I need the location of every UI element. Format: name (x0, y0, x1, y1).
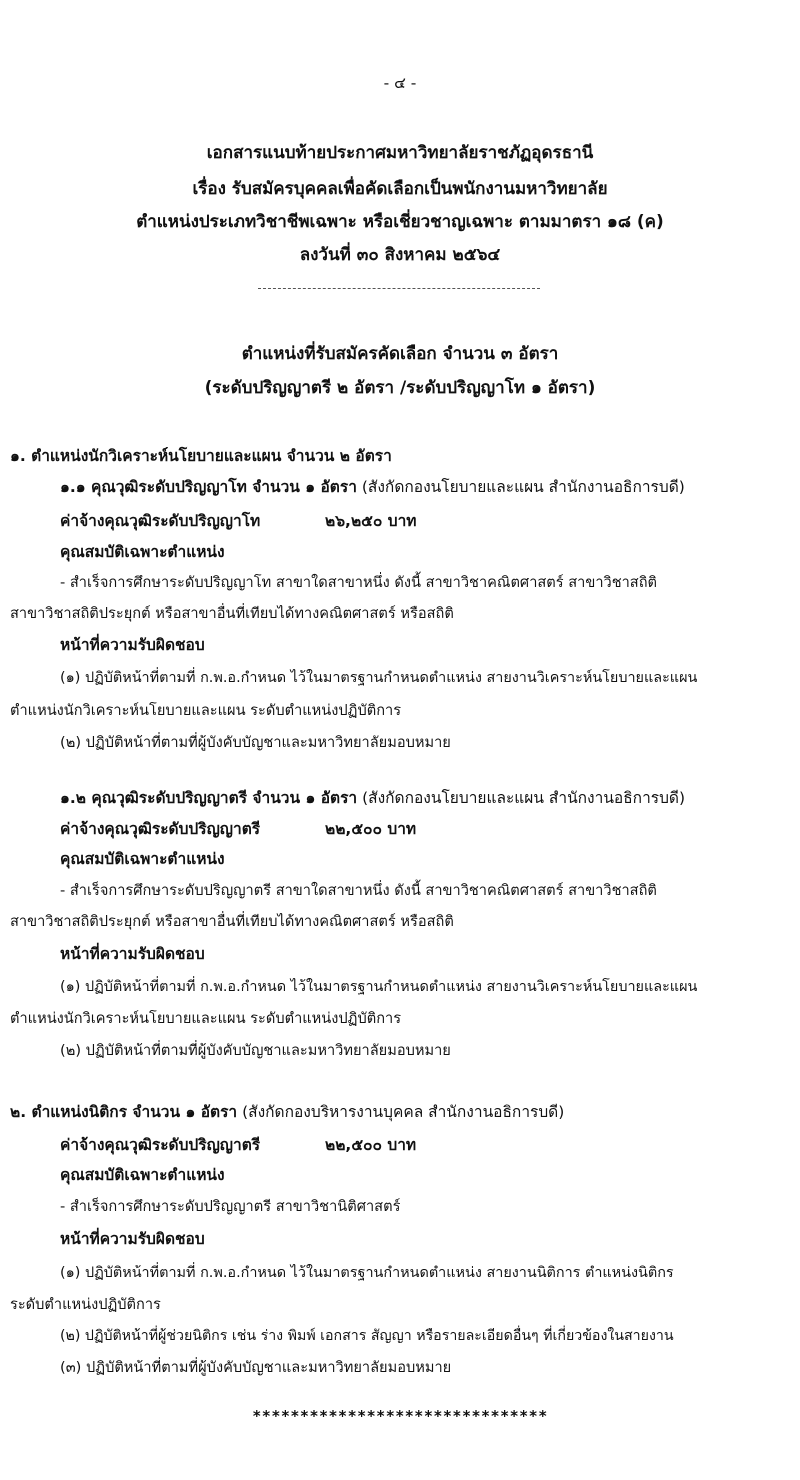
section-1-1-duty-2: (๒) ปฏิบัติหน้าที่ตามที่ผู้บังคับบัญชาและมหาวิทยาลัยมอบหมาย (60, 734, 451, 751)
section-1-2-qual-line-1: - สำเร็จการศึกษาระดับปริญญาตรี สาขาใดสาขาหนึ่ง ดังนี้ สาขาวิชาคณิตศาสตร์ สาขาวิชาสถิติ (60, 882, 657, 899)
page-number: - ๔ - (383, 74, 417, 92)
footer-asterisks: ******************************* (252, 1407, 548, 1425)
section-1-2-duty-1-line-1: (๑) ปฏิบัติหน้าที่ตามที่ ก.พ.อ.กำหนด ไว้ในมาตรฐานกำหนดตำแหน่ง สายงานวิเคราะห์นโยบายและแผน (60, 979, 698, 995)
section-1-2-salary-label: ค่าจ้างคุณวุฒิระดับปริญญาตรี (60, 820, 261, 838)
section-2-duty-2: (๒) ปฏิบัติหน้าที่ผู้ช่วยนิติกร เช่น ร่าง พิมพ์ เอกสาร สัญญา หรือรายละเอียดอื่นๆ ที่เกี่ยวข้องในสายงาน (60, 1328, 674, 1344)
section-2-duty-1-line-2: ระดับตำแหน่งปฏิบัติการ (10, 1296, 161, 1313)
section-1-2-qual-heading: คุณสมบัติเฉพาะตำแหน่ง (60, 850, 225, 868)
section-1-1-duty-1-line-2: ตำแหน่งนักวิเคราะห์นโยบายและแผน ระดับตำแหน่งปฏิบัติการ (10, 702, 402, 719)
header-divider (258, 288, 540, 289)
section-1-2-duty-2: (๒) ปฏิบัติหน้าที่ตามที่ผู้บังคับบัญชาและมหาวิทยาลัยมอบหมาย (60, 1042, 451, 1059)
section-2-duty-heading: หน้าที่ความรับผิดชอบ (60, 1230, 205, 1248)
summary-line-2: (ระดับปริญญาตรี ๒ อัตรา /ระดับปริญญาโท ๑ อัตรา) (204, 378, 596, 398)
section-2-salary-label: ค่าจ้างคุณวุฒิระดับปริญญาตรี (60, 1136, 261, 1154)
section-1-1-affiliation: (สังกัดกองนโยบายและแผน สำนักงานอธิการบดี) (361, 478, 685, 496)
section-2-salary-value: ๒๒,๕๐๐ บาท (325, 1136, 417, 1154)
section-2-affiliation: (สังกัดกองบริหารงานบุคคล สำนักงานอธิการบดี) (242, 1103, 565, 1121)
section-1-title: ๑. ตำแหน่งนักวิเคราะห์นโยบายและแผน จำนวน ๒ อัตรา (10, 447, 392, 465)
section-1-1-duty-1-line-1: (๑) ปฏิบัติหน้าที่ตามที่ ก.พ.อ.กำหนด ไว้ในมาตรฐานกำหนดตำแหน่ง สายงานวิเคราะห์นโยบายและแผน (60, 670, 698, 686)
section-1-1-title: ๑.๑ คุณวุฒิระดับปริญญาโท จำนวน ๑ อัตรา (60, 478, 357, 496)
section-1-2-qual-line-2: สาขาวิชาสถิติประยุกต์ หรือสาขาอื่นที่เทียบได้ทางคณิตศาสตร์ หรือสถิติ (10, 913, 454, 930)
header-subject: เรื่อง รับสมัครบุคคลเพื่อคัดเลือกเป็นพนักงานมหาวิทยาลัย (192, 179, 608, 199)
section-1-1-qual-heading: คุณสมบัติเฉพาะตำแหน่ง (60, 543, 225, 561)
section-1-2-heading (60, 788, 685, 808)
section-1-2-salary-value: ๒๒,๕๐๐ บาท (325, 820, 417, 838)
section-1-1-salary-value: ๒๖,๒๕๐ บาท (325, 512, 417, 530)
section-1-1-qual-line-1: - สำเร็จการศึกษาระดับปริญญาโท สาขาใดสาขาหนึ่ง ดังนี้ สาขาวิชาคณิตศาสตร์ สาขาวิชาสถิติ (60, 574, 658, 591)
summary-line-1: ตำแหน่งที่รับสมัครคัดเลือก จำนวน ๓ อัตรา (241, 344, 559, 364)
section-1-2-duty-heading: หน้าที่ความรับผิดชอบ (60, 945, 205, 963)
header-date: ลงวันที่ ๓๐ สิงหาคม ๒๕๖๔ (299, 245, 501, 265)
section-1-2-title: ๑.๒ คุณวุฒิระดับปริญญาตรี จำนวน ๑ อัตรา (60, 789, 358, 807)
section-2-qual-line-1: - สำเร็จการศึกษาระดับปริญญาตรี สาขาวิชานิติศาสตร์ (60, 1198, 401, 1215)
section-1-2-duty-1-line-2: ตำแหน่งนักวิเคราะห์นโยบายและแผน ระดับตำแหน่งปฏิบัติการ (10, 1010, 402, 1027)
section-2-duty-3: (๓) ปฏิบัติหน้าที่ตามที่ผู้บังคับบัญชาและมหาวิทยาลัยมอบหมาย (60, 1359, 452, 1376)
section-1-1-qual-line-2: สาขาวิชาสถิติประยุกต์ หรือสาขาอื่นที่เทียบได้ทางคณิตศาสตร์ หรือสถิติ (10, 605, 454, 622)
header-position-type: ตำแหน่งประเภทวิชาชีพเฉพาะ หรือเชี่ยวชาญเฉพาะ ตามมาตรา ๑๘ (ค) (136, 212, 664, 232)
section-1-1-salary-label: ค่าจ้างคุณวุฒิระดับปริญญาโท (60, 512, 261, 530)
section-1-2-affiliation: (สังกัดกองนโยบายและแผน สำนักงานอธิการบดี) (362, 789, 686, 807)
section-2-qual-heading: คุณสมบัติเฉพาะตำแหน่ง (60, 1166, 225, 1184)
section-2-heading (10, 1102, 564, 1122)
section-1-1-heading (60, 477, 685, 497)
section-2-duty-1-line-1: (๑) ปฏิบัติหน้าที่ตามที่ ก.พ.อ.กำหนด ไว้ในมาตรฐานกำหนดตำแหน่ง สายงานนิติการ ตำแหน่งนิติกร (60, 1265, 674, 1281)
section-1-1-duty-heading: หน้าที่ความรับผิดชอบ (60, 636, 205, 654)
section-2-title: ๒. ตำแหน่งนิติกร จำนวน ๑ อัตรา (10, 1103, 238, 1121)
header-title: เอกสารแนบท้ายประกาศมหาวิทยาลัยราชภัฏอุดรธานี (206, 143, 594, 163)
